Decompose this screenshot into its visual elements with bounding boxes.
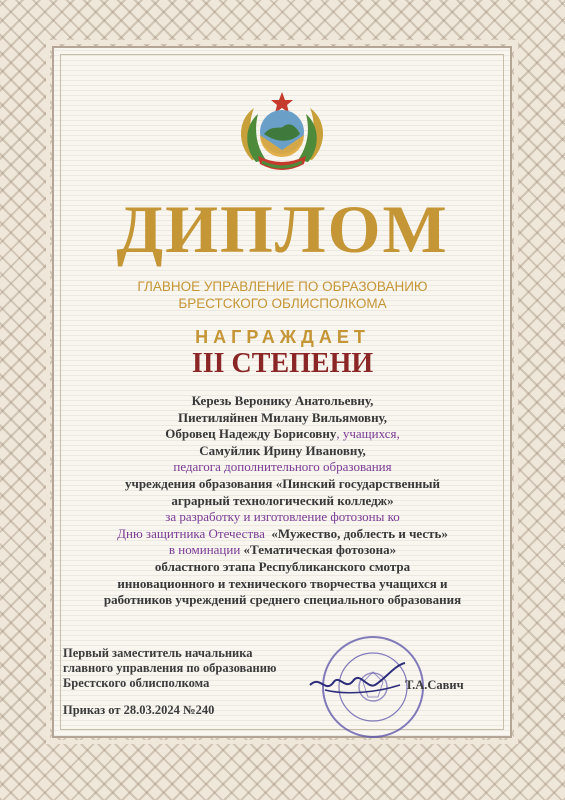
contest-line-3: работников учреждений среднего специального образования [103, 592, 462, 608]
reason-line-1: за разработку и изготовление фотозоны ко [165, 509, 400, 525]
nomination-name: «Тематическая фотозона» [243, 542, 397, 558]
issuer-line-1: ГЛАВНОЕ УПРАВЛЕНИЕ ПО ОБРАЗОВАНИЮ [137, 279, 428, 294]
recipient-2: Пиетиляйнен Милану Вильямовну, [177, 409, 388, 425]
teacher-role: педагога дополнительного образования [173, 459, 392, 475]
recipient-3-suffix: , учащихся, [336, 426, 400, 442]
nomination-line [60, 542, 505, 559]
recipient-3: Обровец Надежду Борисовну [165, 426, 337, 442]
contest-line-2: инновационного и технического творчества учащихся и [117, 575, 448, 591]
state-emblem-icon [232, 90, 332, 180]
issuer-line-2: БРЕСТСКОГО ОБЛИСПОЛКОМА [178, 296, 387, 311]
recipient-3-line [60, 426, 505, 443]
contest-line-1: областного этапа Республиканского смотра [154, 558, 411, 574]
signature-icon [305, 655, 415, 700]
recipient-1: Керезь Веронику Анатольевну, [191, 393, 374, 408]
signer-line-3: Брестского облисполкома [63, 676, 210, 690]
reason-holiday: Дню защитника Отечества [117, 525, 265, 541]
signer-line-1: Первый заместитель начальника [63, 646, 253, 660]
signer-name: Т.А.Савич [405, 678, 464, 692]
institution-line-2: аграрный технологический колледж» [171, 492, 394, 508]
recipient-4: Самуйлик Ирину Ивановну, [199, 442, 366, 458]
reason-line-2 [60, 526, 505, 543]
reason-theme: «Мужество, доблесть и честь» [271, 525, 448, 541]
institution-line-1: учреждения образования «Пинский государственный [124, 475, 441, 491]
nomination-label: в номинации [168, 542, 241, 558]
degree: III СТЕПЕНИ [191, 348, 374, 379]
award-text [60, 393, 505, 609]
diploma-title: ДИПЛОМ [116, 191, 449, 267]
order-reference: Приказ от 28.03.2024 №240 [63, 703, 215, 717]
signer-title [63, 646, 276, 691]
issuer [0, 278, 565, 312]
awards-heading: НАГРАЖДАЕТ [195, 327, 370, 347]
signer-line-2: главного управления по образованию [63, 661, 277, 675]
